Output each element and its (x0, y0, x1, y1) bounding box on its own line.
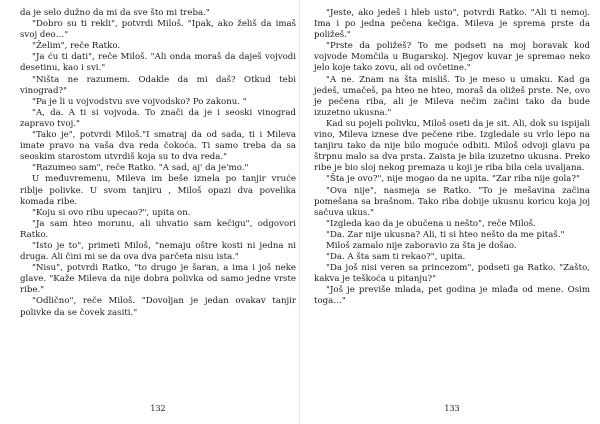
paragraph: "Tako je", potvrdi Miloš."I smatraj da od sada, ti i Mileva imate pravo na vaša dva reda čokoća. Ti samo treba da sa seoskim starostom utvrdiš koja su to dva reda." (20, 130, 296, 163)
paragraph: "Koju si ovo ribu upecao?", upita on. (32, 207, 191, 218)
paragraph: "Želim", reče Ratko. (32, 41, 121, 52)
left-page-text (20, 8, 296, 319)
page-number: 132 (150, 404, 166, 413)
paragraph: "Ja sam hteo morunu, ali uhvatio sam kečigu", odgovori Ratko. (20, 218, 296, 240)
paragraph: "Dobro su ti rekli", potvrdi Miloš. "Ipak, ako želiš da imaš svoj deo…" (20, 19, 296, 41)
paragraph: "Ja ću ti dati", reče Miloš. "Ali onda moraš da daješ vojvodi desetinu, kao i svi." (20, 52, 296, 74)
paragraph: "Pa je li u vojvodstvu sve vojvodsko? Po zakonu. " (32, 96, 247, 107)
paragraph: "Isto je to", primeti Miloš, "nemaju oštre kosti ni jedna ni druga. Ali čini mi se da ova dva parčeta nisu ista." (20, 240, 296, 263)
paragraph: "Ova nije", nasmeja se Ratko. "To je mešavina začina pomešana sa brašnom. Tako riba dobije ukusnu koricu koja joj sačuva ukus." (314, 185, 590, 218)
paragraph: "Nisu", potvrdi Ratko, "to drugo je šaran, a ima i još neke glave. "Kaže Mileva da nije dobra polivka od samo jedne vrste ribe." (20, 263, 296, 296)
right-page-text (314, 8, 590, 308)
left-page (20, 0, 296, 424)
paragraph: "A ne. Znam na šta misliš. To je meso u umaku. Kad ga jedeš, umačeš, pa hteo ne hteo, moraš da oližeš prste. Ne, ovo je pečena riba, ali je Mileva nečim začini tako da bude izuzetno ukusna." (314, 74, 590, 118)
paragraph: "Prste da poližeš? To me podseti na moj boravak kod vojvode Momčila u Bugarskoj. Njegov kuvar je spremao neko jelo koje tako zovu, ali od ovčetine." (314, 41, 590, 74)
paragraph: "Da. Zar nije ukusna? Ali, ti si hteo nešto da me pitaš." (326, 229, 565, 240)
paragraph: da je selo dužno da mi da sve što mi treba." (20, 8, 210, 18)
paragraph: "Da. A šta sam ti rekao?", upita. (326, 252, 466, 263)
paragraph: "Odlično", reče Miloš. "Dovoljan je jedan ovakav tanjir polivke da se čovek zasiti." (20, 296, 296, 318)
paragraph: "Razumeo sam", reče Ratko. "A sad, aj' da je'mo." (32, 163, 249, 174)
paragraph: "Izgleda kao da je obučena u nešto", reče Miloš. (326, 218, 536, 229)
paragraph: U međuvremenu, Mileva im beše iznela po tanjir vruće riblje polivke. U svom tanjiru , Miloš opazi dva povelika komada ribe. (20, 174, 296, 207)
page-number: 133 (444, 404, 460, 413)
paragraph: "Da još nisi veren sa princezom", podseti ga Ratko. "Zašto, kakva je teškoća u pitanju?" (314, 263, 590, 285)
paragraph: "Još je previše mlada, pet godina je mlađa od mene. Osim toga…" (314, 285, 590, 307)
paragraph: "Jeste, ako jedeš i hleb usto", potvrdi Ratko. "Ali ti nemoj. Ima i po jedna pečena kečiga. Mileva je sprema prste da poližeš." (314, 8, 590, 41)
paragraph: "Šta je ovo?", nije mogao da ne upita. "Zar riba nije gola?" (326, 174, 580, 185)
right-page (314, 0, 590, 424)
paragraph: Miloš zamalo nije zaboravio za šta je došao. (326, 240, 517, 251)
paragraph: "Ništa ne razumem. Odakle da mi daš? Otkud tebi vinograd?" (20, 74, 296, 96)
gutter-divider (299, 0, 300, 424)
paragraph: Kad su pojeli polivku, Miloš oseti da je sit. Ali, dok su ispijali vino, Mileva iznese dve pečene ribe. Izgledale su vrlo lepo na tanjiru tako da nije bilo moguće odbiti. Miloš odvoji glavu pa štrpnu malo sa dva prsta. Zaista je bila izuzetno ukusna. Preko ribe je bio sloj nekog premaza u koji je riba bila cela uvaljana. (314, 118, 590, 174)
paragraph: "A, da. A ti si vojvoda. To znači da je i seoski vinograd zapravo tvoj." (20, 107, 296, 129)
